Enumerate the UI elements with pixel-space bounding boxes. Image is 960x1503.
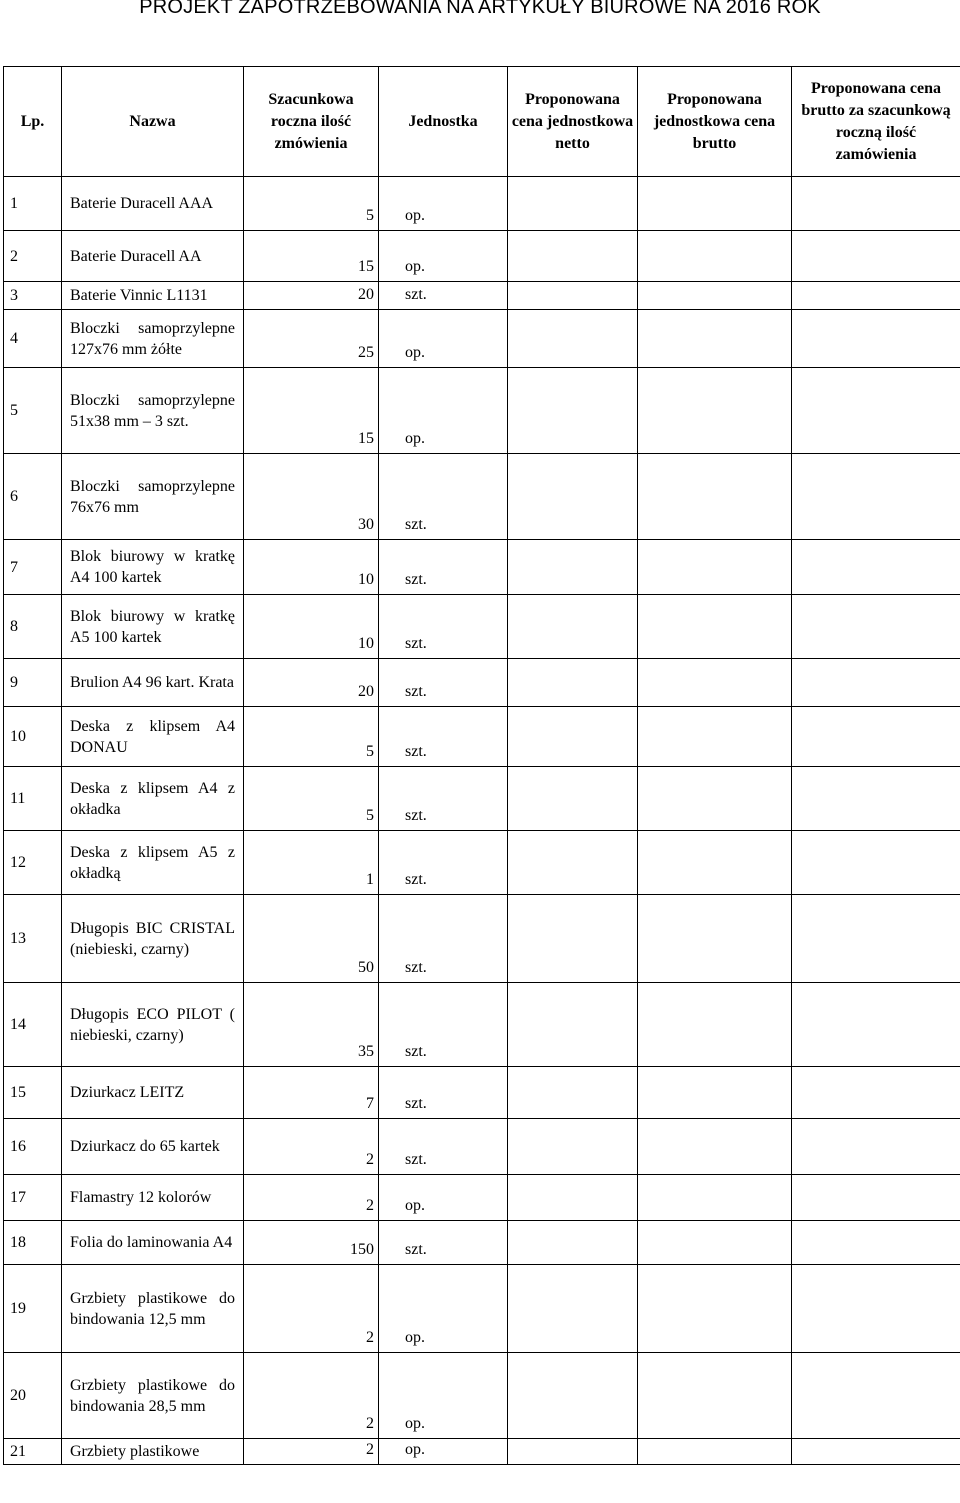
net-price-cell (508, 983, 638, 1067)
table-row (4, 1175, 960, 1221)
total-price-cell (792, 540, 960, 595)
order-table (3, 66, 960, 1465)
item-unit: op. (379, 231, 508, 282)
row-number: 7 (4, 540, 62, 595)
total-price-cell (792, 1221, 960, 1265)
net-price-cell (508, 540, 638, 595)
table-row (4, 310, 960, 368)
item-name: Folia do laminowania A4 (62, 1221, 244, 1265)
table-row (4, 1119, 960, 1175)
gross-price-cell (638, 1119, 792, 1175)
table-row (4, 707, 960, 767)
gross-price-cell (638, 368, 792, 454)
gross-price-cell (638, 767, 792, 831)
item-quantity: 50 (244, 895, 379, 983)
gross-price-cell (638, 895, 792, 983)
net-price-cell (508, 310, 638, 368)
item-name: Deska z klipsem A4 z okładka (62, 767, 244, 831)
total-price-cell (792, 1067, 960, 1119)
row-number: 20 (4, 1353, 62, 1439)
item-unit: op. (379, 1439, 508, 1465)
total-price-cell (792, 368, 960, 454)
item-name: Blok biurowy w kratkę A4 100 kartek (62, 540, 244, 595)
item-quantity: 1 (244, 831, 379, 895)
row-number: 9 (4, 659, 62, 707)
item-name: Bloczki samoprzylepne 51x38 mm – 3 szt. (62, 368, 244, 454)
total-price-cell (792, 1265, 960, 1353)
item-name: Deska z klipsem A4 DONAU (62, 707, 244, 767)
net-price-cell (508, 831, 638, 895)
row-number: 17 (4, 1175, 62, 1221)
item-name: Dziurkacz LEITZ (62, 1067, 244, 1119)
item-name: Baterie Vinnic L1131 (62, 282, 244, 310)
item-unit: szt. (379, 1221, 508, 1265)
row-number: 11 (4, 767, 62, 831)
gross-price-cell (638, 282, 792, 310)
table-row (4, 1221, 960, 1265)
total-price-cell (792, 282, 960, 310)
item-quantity: 15 (244, 368, 379, 454)
total-price-cell (792, 1439, 960, 1465)
row-number: 6 (4, 454, 62, 540)
total-price-cell (792, 983, 960, 1067)
gross-price-cell (638, 831, 792, 895)
net-price-cell (508, 1221, 638, 1265)
table-row (4, 595, 960, 659)
gross-price-cell (638, 1353, 792, 1439)
table-row (4, 1067, 960, 1119)
item-name: Brulion A4 96 kart. Krata (62, 659, 244, 707)
item-name: Grzbiety plastikowe do bindowania 12,5 mm (62, 1265, 244, 1353)
total-price-cell (792, 454, 960, 540)
net-price-cell (508, 767, 638, 831)
net-price-cell (508, 231, 638, 282)
gross-price-cell (638, 1221, 792, 1265)
gross-price-cell (638, 1265, 792, 1353)
item-unit: op. (379, 310, 508, 368)
item-name: Długopis ECO PILOT ( niebieski, czarny) (62, 983, 244, 1067)
total-price-cell (792, 707, 960, 767)
item-unit: szt. (379, 767, 508, 831)
row-number: 4 (4, 310, 62, 368)
net-price-cell (508, 454, 638, 540)
item-name: Długopis BIC CRISTAL (niebieski, czarny) (62, 895, 244, 983)
item-unit: szt. (379, 282, 508, 310)
gross-price-cell (638, 1175, 792, 1221)
net-price-cell (508, 177, 638, 231)
gross-price-cell (638, 177, 792, 231)
total-price-cell (792, 177, 960, 231)
table-row (4, 1265, 960, 1353)
net-price-cell (508, 1119, 638, 1175)
row-number: 8 (4, 595, 62, 659)
total-price-cell (792, 1119, 960, 1175)
row-number: 19 (4, 1265, 62, 1353)
header-qty: Szacunkowa roczna ilość zmówienia (244, 67, 379, 177)
row-number: 3 (4, 282, 62, 310)
net-price-cell (508, 1067, 638, 1119)
item-quantity: 2 (244, 1119, 379, 1175)
item-name: Baterie Duracell AAA (62, 177, 244, 231)
item-quantity: 10 (244, 540, 379, 595)
item-quantity: 2 (244, 1265, 379, 1353)
header-total-price: Proponowana cena brutto za szacunkową roczną ilość zamówienia (792, 67, 960, 177)
gross-price-cell (638, 310, 792, 368)
table-row (4, 454, 960, 540)
gross-price-cell (638, 659, 792, 707)
item-unit: szt. (379, 707, 508, 767)
total-price-cell (792, 767, 960, 831)
table-row (4, 659, 960, 707)
table-row (4, 895, 960, 983)
row-number: 10 (4, 707, 62, 767)
item-quantity: 10 (244, 595, 379, 659)
header-lp: Lp. (4, 67, 62, 177)
item-quantity: 2 (244, 1353, 379, 1439)
item-quantity: 7 (244, 1067, 379, 1119)
item-quantity: 2 (244, 1439, 379, 1465)
item-name: Bloczki samoprzylepne 76x76 mm (62, 454, 244, 540)
row-number: 15 (4, 1067, 62, 1119)
item-quantity: 20 (244, 659, 379, 707)
total-price-cell (792, 310, 960, 368)
item-quantity: 2 (244, 1175, 379, 1221)
total-price-cell (792, 595, 960, 659)
row-number: 13 (4, 895, 62, 983)
total-price-cell (792, 831, 960, 895)
net-price-cell (508, 595, 638, 659)
gross-price-cell (638, 231, 792, 282)
net-price-cell (508, 659, 638, 707)
net-price-cell (508, 368, 638, 454)
gross-price-cell (638, 707, 792, 767)
table-row (4, 767, 960, 831)
gross-price-cell (638, 983, 792, 1067)
item-unit: op. (379, 1265, 508, 1353)
item-name: Flamastry 12 kolorów (62, 1175, 244, 1221)
gross-price-cell (638, 595, 792, 659)
table-row (4, 231, 960, 282)
item-unit: szt. (379, 831, 508, 895)
net-price-cell (508, 1353, 638, 1439)
gross-price-cell (638, 540, 792, 595)
table-row (4, 177, 960, 231)
item-name: Grzbiety plastikowe do bindowania 28,5 mm (62, 1353, 244, 1439)
table-row (4, 282, 960, 310)
row-number: 2 (4, 231, 62, 282)
net-price-cell (508, 1265, 638, 1353)
row-number: 14 (4, 983, 62, 1067)
page-title: PROJEKT ZAPOTRZEBOWANIA NA ARTYKUŁY BIUROWE NA 2016 ROK (139, 0, 821, 18)
item-quantity: 25 (244, 310, 379, 368)
item-unit: szt. (379, 595, 508, 659)
item-quantity: 15 (244, 231, 379, 282)
table-row (4, 1439, 960, 1465)
header-net-price: Proponowana cena jednostkowa netto (508, 67, 638, 177)
item-unit: op. (379, 368, 508, 454)
item-quantity: 20 (244, 282, 379, 310)
net-price-cell (508, 1439, 638, 1465)
table-row (4, 983, 960, 1067)
item-unit: szt. (379, 983, 508, 1067)
net-price-cell (508, 707, 638, 767)
total-price-cell (792, 895, 960, 983)
item-name: Baterie Duracell AA (62, 231, 244, 282)
net-price-cell (508, 1175, 638, 1221)
table-row (4, 831, 960, 895)
gross-price-cell (638, 454, 792, 540)
item-name: Blok biurowy w kratkę A5 100 kartek (62, 595, 244, 659)
net-price-cell (508, 282, 638, 310)
table-row (4, 1353, 960, 1439)
item-unit: szt. (379, 1067, 508, 1119)
total-price-cell (792, 231, 960, 282)
item-unit: szt. (379, 895, 508, 983)
item-name: Deska z klipsem A5 z okładką (62, 831, 244, 895)
item-unit: op. (379, 177, 508, 231)
item-unit: szt. (379, 454, 508, 540)
gross-price-cell (638, 1439, 792, 1465)
row-number: 12 (4, 831, 62, 895)
table-row (4, 368, 960, 454)
total-price-cell (792, 1353, 960, 1439)
header-row (4, 67, 960, 177)
row-number: 5 (4, 368, 62, 454)
item-name: Bloczki samoprzylepne 127x76 mm żółte (62, 310, 244, 368)
item-name: Grzbiety plastikowe (62, 1439, 244, 1465)
row-number: 18 (4, 1221, 62, 1265)
item-quantity: 5 (244, 707, 379, 767)
item-unit: szt. (379, 659, 508, 707)
total-price-cell (792, 1175, 960, 1221)
header-name: Nazwa (62, 67, 244, 177)
item-unit: szt. (379, 1119, 508, 1175)
net-price-cell (508, 895, 638, 983)
item-quantity: 30 (244, 454, 379, 540)
item-unit: op. (379, 1353, 508, 1439)
item-quantity: 5 (244, 767, 379, 831)
item-quantity: 35 (244, 983, 379, 1067)
item-unit: szt. (379, 540, 508, 595)
table-row (4, 540, 960, 595)
gross-price-cell (638, 1067, 792, 1119)
total-price-cell (792, 659, 960, 707)
row-number: 21 (4, 1439, 62, 1465)
header-unit: Jednostka (379, 67, 508, 177)
item-name: Dziurkacz do 65 kartek (62, 1119, 244, 1175)
item-unit: op. (379, 1175, 508, 1221)
row-number: 16 (4, 1119, 62, 1175)
row-number: 1 (4, 177, 62, 231)
header-gross-price: Proponowana jednostkowa cena brutto (638, 67, 792, 177)
item-quantity: 5 (244, 177, 379, 231)
item-quantity: 150 (244, 1221, 379, 1265)
